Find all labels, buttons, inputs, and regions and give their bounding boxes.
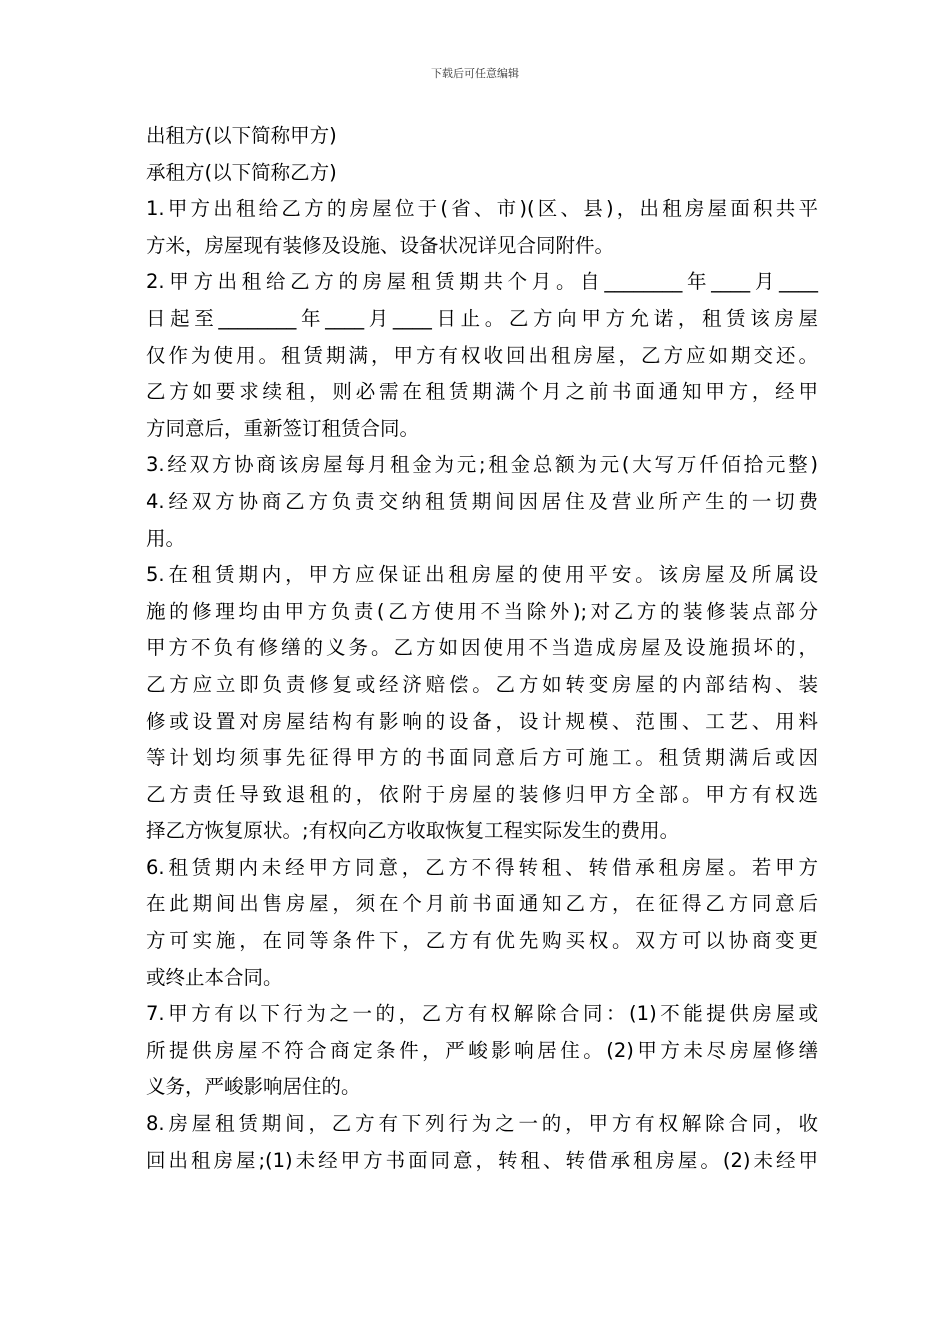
text-line: 甲方不负有修缮的义务。乙方如因使用不当造成房屋及设施损坏的，: [146, 636, 818, 660]
text-line: 方同意后，重新签订租赁合同。: [146, 416, 420, 440]
text-line: 所提供房屋不符合商定条件，严峻影响居住。(2)甲方未尽房屋修缮: [146, 1038, 818, 1062]
contract-body: [146, 118, 818, 1179]
text-line: 择乙方恢复原状。;有权向乙方收取恢复工程实际发生的费用。: [146, 819, 680, 843]
text-line: 日起至________年____月____日止。乙方向甲方允诺，租赁该房屋: [146, 306, 818, 330]
text-line: 5.在租赁期内，甲方应保证出租房屋的使用平安。该房屋及所属设: [146, 563, 818, 587]
text-line: 回出租房屋;(1)未经甲方书面同意，转租、转借承租房屋。(2)未经甲: [146, 1148, 818, 1172]
text-line: 2.甲方出租给乙方的房屋租赁期共个月。自________年____月____: [146, 270, 818, 294]
text-line: 或终止本合同。: [146, 965, 283, 989]
text-line: 出租方(以下简称甲方): [146, 124, 337, 147]
text-line: 4.经双方协商乙方负责交纳租赁期间因居住及营业所产生的一切费: [146, 489, 818, 513]
text-line: 等计划均须事先征得甲方的书面同意后方可施工。租赁期满后或因: [146, 746, 818, 770]
text-line: 用。: [146, 526, 186, 550]
text-line: 8.房屋租赁期间，乙方有下列行为之一的，甲方有权解除合同，收: [146, 1112, 818, 1136]
text-line: 6.租赁期内未经甲方同意，乙方不得转租、转借承租房屋。若甲方: [146, 855, 818, 879]
text-line: 7.甲方有以下行为之一的，乙方有权解除合同：(1)不能提供房屋或: [146, 1002, 818, 1026]
text-line: 乙方责任导致退租的，依附于房屋的装修归甲方全部。甲方有权选: [146, 782, 818, 806]
text-line: 方可实施，在同等条件下，乙方有优先购买权。双方可以协商变更: [146, 929, 818, 953]
text-line: 方米，房屋现有装修及设施、设备状况详见合同附件。: [146, 233, 615, 257]
text-line: 义务，严峻影响居住的。: [146, 1075, 361, 1099]
text-line: 承租方(以下简称乙方): [146, 160, 337, 184]
page-header: 下载后可任意编辑: [431, 67, 519, 80]
text-line: 1.甲方出租给乙方的房屋位于(省、市)(区、县)，出租房屋面积共平: [146, 197, 818, 221]
text-line: 在此期间出售房屋，须在个月前书面通知乙方，在征得乙方同意后: [146, 892, 818, 916]
text-line: 仅作为使用。租赁期满，甲方有权收回出租房屋，乙方应如期交还。: [146, 343, 818, 367]
text-line: 3.经双方协商该房屋每月租金为元;租金总额为元(大写万仟佰拾元整): [146, 453, 818, 477]
text-line: 乙方应立即负责修复或经济赔偿。乙方如转变房屋的内部结构、装: [146, 672, 818, 696]
text-line: 施的修理均由甲方负责(乙方使用不当除外);对乙方的装修装点部分: [146, 599, 818, 623]
text-line: 修或设置对房屋结构有影响的设备，设计规模、范围、工艺、用料: [146, 709, 818, 733]
text-line: 乙方如要求续租，则必需在租赁期满个月之前书面通知甲方，经甲: [146, 380, 818, 404]
